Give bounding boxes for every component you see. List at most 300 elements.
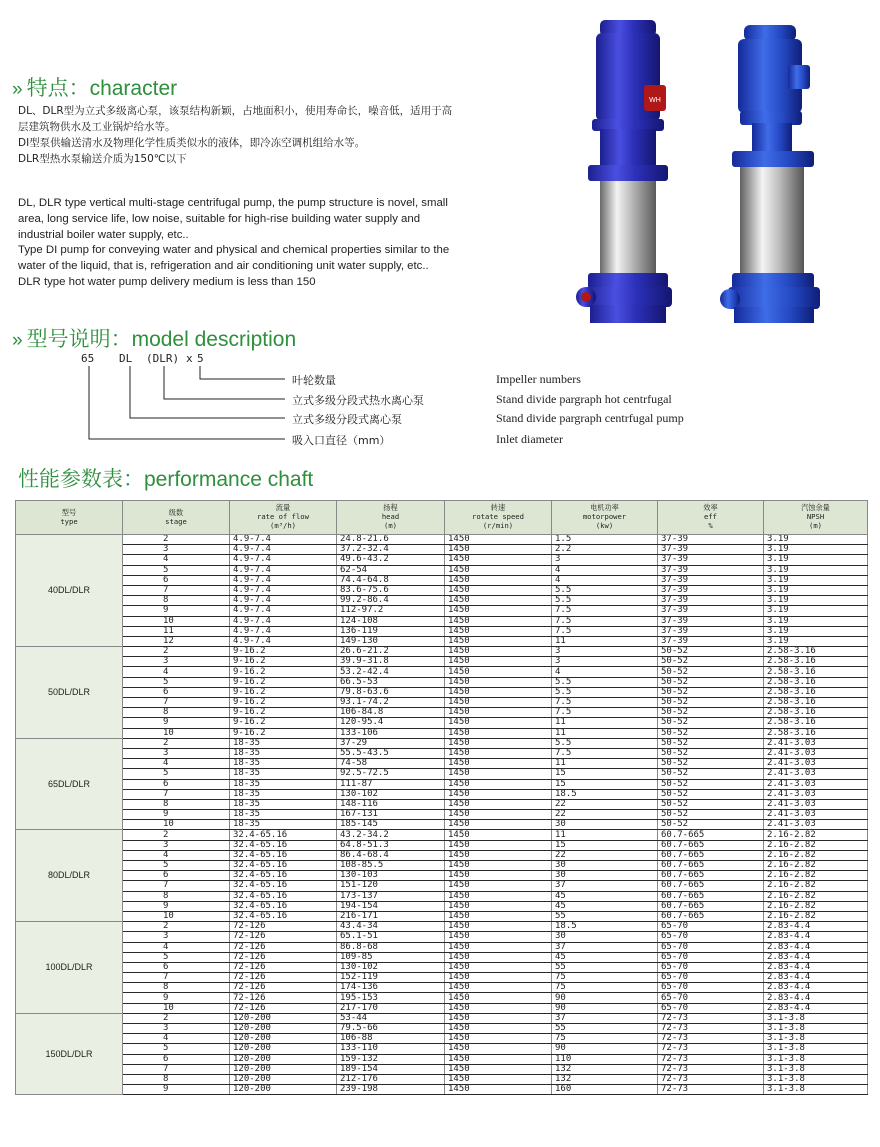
flow-cell: 9-16.2 — [230, 677, 337, 687]
speed-cell: 1450 — [445, 1013, 552, 1023]
head-cell: 106-88 — [337, 1034, 445, 1044]
eff-cell: 50-52 — [658, 718, 764, 728]
table-row — [16, 1074, 868, 1084]
speed-cell: 1450 — [445, 973, 552, 983]
speed-cell: 1450 — [445, 667, 552, 677]
head-cell: 37-29 — [337, 738, 445, 748]
stage-cell: 7 — [123, 973, 230, 983]
power-cell: 18.5 — [552, 789, 658, 799]
npsh-cell: 3.19 — [764, 616, 868, 626]
model-item-cn: 立式多级分段式离心泵 — [292, 413, 402, 426]
header-eff: 效率 eff % — [658, 501, 764, 535]
stage-cell: 9 — [123, 1085, 230, 1095]
flow-cell: 32.4-65.16 — [230, 850, 337, 860]
eff-cell: 72-73 — [658, 1074, 764, 1084]
head-cell: 133-106 — [337, 728, 445, 738]
table-row — [16, 687, 868, 697]
character-en-line: DLR type hot water pump delivery medium is less than 150 — [18, 275, 316, 288]
eff-cell: 37-39 — [658, 565, 764, 575]
stage-cell: 4 — [123, 555, 230, 565]
speed-cell: 1450 — [445, 962, 552, 972]
npsh-cell: 2.83-4.4 — [764, 962, 868, 972]
head-cell: 86.8-68 — [337, 942, 445, 952]
power-cell: 22 — [552, 810, 658, 820]
table-row — [16, 1003, 868, 1013]
table-row — [16, 759, 868, 769]
character-heading-text: 特点：character — [26, 77, 178, 100]
table-row — [16, 718, 868, 728]
flow-cell: 4.9-7.4 — [230, 575, 337, 585]
table-row — [16, 901, 868, 911]
flow-cell: 72-126 — [230, 932, 337, 942]
flow-cell: 72-126 — [230, 1003, 337, 1013]
speed-cell: 1450 — [445, 748, 552, 758]
flow-cell: 4.9-7.4 — [230, 616, 337, 626]
table-row — [16, 881, 868, 891]
stage-cell: 3 — [123, 545, 230, 555]
head-cell: 93.1-74.2 — [337, 698, 445, 708]
npsh-cell: 2.41-3.03 — [764, 799, 868, 809]
power-cell: 15 — [552, 840, 658, 850]
power-cell: 3 — [552, 555, 658, 565]
speed-cell: 1450 — [445, 769, 552, 779]
header-head: 扬程 head (m) — [337, 501, 445, 535]
npsh-cell: 2.83-4.4 — [764, 993, 868, 1003]
flow-cell: 18-35 — [230, 769, 337, 779]
head-cell: 109-85 — [337, 952, 445, 962]
power-cell: 1.5 — [552, 535, 658, 545]
speed-cell: 1450 — [445, 1024, 552, 1034]
header-type: 型号 type — [16, 501, 123, 535]
flow-cell: 9-16.2 — [230, 728, 337, 738]
header-power: 电机功率 motorpower (kw) — [552, 501, 658, 535]
speed-cell: 1450 — [445, 942, 552, 952]
npsh-cell: 2.16-2.82 — [764, 911, 868, 921]
eff-cell: 60.7-665 — [658, 911, 764, 921]
npsh-cell: 3.1-3.8 — [764, 1024, 868, 1034]
eff-cell: 50-52 — [658, 779, 764, 789]
flow-cell: 18-35 — [230, 748, 337, 758]
speed-cell: 1450 — [445, 891, 552, 901]
table-row — [16, 1044, 868, 1054]
flow-cell: 4.9-7.4 — [230, 545, 337, 555]
speed-cell: 1450 — [445, 1085, 552, 1095]
npsh-cell: 2.16-2.82 — [764, 830, 868, 840]
table-row — [16, 545, 868, 555]
flow-cell: 72-126 — [230, 973, 337, 983]
npsh-cell: 2.41-3.03 — [764, 779, 868, 789]
table-row — [16, 962, 868, 972]
eff-cell: 50-52 — [658, 708, 764, 718]
flow-cell: 4.9-7.4 — [230, 596, 337, 606]
power-cell: 45 — [552, 891, 658, 901]
eff-cell: 50-52 — [658, 647, 764, 657]
table-row — [16, 830, 868, 840]
npsh-cell: 2.16-2.82 — [764, 850, 868, 860]
power-cell: 5.5 — [552, 585, 658, 595]
npsh-cell: 2.41-3.03 — [764, 769, 868, 779]
power-cell: 37 — [552, 942, 658, 952]
npsh-cell: 2.16-2.82 — [764, 871, 868, 881]
table-row — [16, 728, 868, 738]
table-row — [16, 1064, 868, 1074]
stage-cell: 8 — [123, 891, 230, 901]
stage-cell: 10 — [123, 728, 230, 738]
head-cell: 79.5-66 — [337, 1024, 445, 1034]
npsh-cell: 2.41-3.03 — [764, 738, 868, 748]
stage-cell: 10 — [123, 616, 230, 626]
npsh-cell: 2.41-3.03 — [764, 810, 868, 820]
flow-cell: 4.9-7.4 — [230, 585, 337, 595]
npsh-cell: 2.83-4.4 — [764, 922, 868, 932]
character-cn-line: DL、DLR型为立式多级离心泵，该泵结构新颖，占地面积小，使用寿命长，噪音低，适用于高层建筑物供水及工业锅炉给水等。 — [18, 105, 453, 133]
power-cell: 3 — [552, 647, 658, 657]
eff-cell: 37-39 — [658, 545, 764, 555]
speed-cell: 1450 — [445, 657, 552, 667]
character-en-line: DL, DLR type vertical multi-stage centrifugal pump, the pump structure is novel, small area, long service life, low noise, suitable for high-rise building water supply and industrial boiler water supply, etc.. — [18, 197, 448, 241]
character-cn-line: DI型泵供输送清水及物理化学性质类似水的液体，即冷冻空调机组给水等。 — [18, 137, 366, 149]
npsh-cell: 2.16-2.82 — [764, 881, 868, 891]
table-row — [16, 911, 868, 921]
head-cell: 149-130 — [337, 636, 445, 646]
npsh-cell: 3.1-3.8 — [764, 1013, 868, 1023]
table-row — [16, 850, 868, 860]
head-cell: 148-116 — [337, 799, 445, 809]
model-code-part: DL — [119, 352, 133, 365]
npsh-cell: 3.19 — [764, 565, 868, 575]
table-row — [16, 922, 868, 932]
head-cell: 43.2-34.2 — [337, 830, 445, 840]
speed-cell: 1450 — [445, 738, 552, 748]
eff-cell: 65-70 — [658, 973, 764, 983]
table-row — [16, 820, 868, 830]
flow-cell: 120-200 — [230, 1034, 337, 1044]
stage-cell: 9 — [123, 810, 230, 820]
stage-cell: 6 — [123, 779, 230, 789]
speed-cell: 1450 — [445, 789, 552, 799]
performance-heading: 性能参数表：performance chaft — [18, 468, 314, 491]
flow-cell: 4.9-7.4 — [230, 636, 337, 646]
flow-cell: 72-126 — [230, 962, 337, 972]
stage-cell: 6 — [123, 1054, 230, 1064]
model-code-part: (DLR) — [146, 352, 180, 365]
speed-cell: 1450 — [445, 993, 552, 1003]
power-cell: 30 — [552, 932, 658, 942]
character-en-line: Type DI pump for conveying water and physical and chemical properties similar to the water of the liquid, that is, refrigeration and air conditioning unit water supply, etc.. — [18, 244, 450, 273]
speed-cell: 1450 — [445, 820, 552, 830]
flow-cell: 32.4-65.16 — [230, 901, 337, 911]
speed-cell: 1450 — [445, 1054, 552, 1064]
power-cell: 4 — [552, 575, 658, 585]
speed-cell: 1450 — [445, 718, 552, 728]
model-cell: 50DL/DLR — [16, 647, 123, 739]
eff-cell: 50-52 — [658, 748, 764, 758]
power-cell: 4 — [552, 565, 658, 575]
flow-cell: 72-126 — [230, 952, 337, 962]
double-chevron-icon: » — [12, 330, 23, 351]
model-cell: 65DL/DLR — [16, 738, 123, 830]
npsh-cell: 2.83-4.4 — [764, 942, 868, 952]
flow-cell: 9-16.2 — [230, 657, 337, 667]
double-chevron-icon: » — [12, 79, 23, 100]
eff-cell: 50-52 — [658, 657, 764, 667]
speed-cell: 1450 — [445, 810, 552, 820]
power-cell: 110 — [552, 1054, 658, 1064]
character-cn-line: DLR型热水泵输送介质为150℃以下 — [18, 153, 187, 165]
speed-cell: 1450 — [445, 1044, 552, 1054]
head-cell: 24.8-21.6 — [337, 535, 445, 545]
table-row — [16, 952, 868, 962]
npsh-cell: 2.58-3.16 — [764, 687, 868, 697]
eff-cell: 65-70 — [658, 932, 764, 942]
table-row — [16, 606, 868, 616]
npsh-cell: 2.58-3.16 — [764, 677, 868, 687]
eff-cell: 50-52 — [658, 667, 764, 677]
eff-cell: 60.7-665 — [658, 840, 764, 850]
npsh-cell: 3.19 — [764, 626, 868, 636]
power-cell: 7.5 — [552, 708, 658, 718]
speed-cell: 1450 — [445, 555, 552, 565]
speed-cell: 1450 — [445, 728, 552, 738]
speed-cell: 1450 — [445, 952, 552, 962]
eff-cell: 60.7-665 — [658, 861, 764, 871]
power-cell: 7.5 — [552, 616, 658, 626]
model-cell: 150DL/DLR — [16, 1013, 123, 1095]
flow-cell: 4.9-7.4 — [230, 555, 337, 565]
table-row — [16, 1013, 868, 1023]
stage-cell: 7 — [123, 1064, 230, 1074]
head-cell: 112-97.2 — [337, 606, 445, 616]
stage-cell: 5 — [123, 565, 230, 575]
speed-cell: 1450 — [445, 932, 552, 942]
flow-cell: 120-200 — [230, 1085, 337, 1095]
table-row — [16, 657, 868, 667]
stage-cell: 6 — [123, 962, 230, 972]
power-cell: 55 — [552, 1024, 658, 1034]
speed-cell: 1450 — [445, 636, 552, 646]
flow-cell: 72-126 — [230, 942, 337, 952]
power-cell: 5.5 — [552, 687, 658, 697]
model-heading-text: 型号说明：model description — [26, 328, 297, 351]
power-cell: 75 — [552, 973, 658, 983]
eff-cell: 37-39 — [658, 575, 764, 585]
head-cell: 62-54 — [337, 565, 445, 575]
model-cell: 80DL/DLR — [16, 830, 123, 922]
head-cell: 194-154 — [337, 901, 445, 911]
head-cell: 212-176 — [337, 1074, 445, 1084]
flow-cell: 18-35 — [230, 779, 337, 789]
stage-cell: 11 — [123, 626, 230, 636]
npsh-cell: 2.16-2.82 — [764, 901, 868, 911]
head-cell: 189-154 — [337, 1064, 445, 1074]
stage-cell: 8 — [123, 799, 230, 809]
npsh-cell: 2.41-3.03 — [764, 820, 868, 830]
power-cell: 37 — [552, 881, 658, 891]
stage-cell: 3 — [123, 932, 230, 942]
performance-table — [15, 500, 868, 1095]
flow-cell: 18-35 — [230, 759, 337, 769]
stage-cell: 8 — [123, 596, 230, 606]
stage-cell: 2 — [123, 647, 230, 657]
flow-cell: 4.9-7.4 — [230, 565, 337, 575]
eff-cell: 37-39 — [658, 606, 764, 616]
head-cell: 152-119 — [337, 973, 445, 983]
table-row — [16, 799, 868, 809]
npsh-cell: 3.1-3.8 — [764, 1085, 868, 1095]
table-row — [16, 769, 868, 779]
npsh-cell: 3.1-3.8 — [764, 1054, 868, 1064]
flow-cell: 9-16.2 — [230, 687, 337, 697]
stage-cell: 7 — [123, 881, 230, 891]
head-cell: 65.1-51 — [337, 932, 445, 942]
power-cell: 7.5 — [552, 626, 658, 636]
power-cell: 22 — [552, 799, 658, 809]
flow-cell: 32.4-65.16 — [230, 871, 337, 881]
stage-cell: 3 — [123, 1024, 230, 1034]
head-cell: 130-102 — [337, 789, 445, 799]
head-cell: 159-132 — [337, 1054, 445, 1064]
power-cell: 160 — [552, 1085, 658, 1095]
head-cell: 26.6-21.2 — [337, 647, 445, 657]
model-item-en: Stand divide pargraph centrfugal pump — [496, 411, 684, 425]
power-cell: 11 — [552, 759, 658, 769]
head-cell: 108-85.5 — [337, 861, 445, 871]
head-cell: 55.5-43.5 — [337, 748, 445, 758]
power-cell: 132 — [552, 1074, 658, 1084]
power-cell: 45 — [552, 901, 658, 911]
header-npsh: 汽蚀余量 NPSH (m) — [764, 501, 868, 535]
table-row — [16, 698, 868, 708]
npsh-cell: 2.58-3.16 — [764, 728, 868, 738]
power-cell: 7.5 — [552, 698, 658, 708]
stage-cell: 7 — [123, 789, 230, 799]
speed-cell: 1450 — [445, 1074, 552, 1084]
speed-cell: 1450 — [445, 545, 552, 555]
stage-cell: 5 — [123, 677, 230, 687]
head-cell: 92.5-72.5 — [337, 769, 445, 779]
power-cell: 90 — [552, 993, 658, 1003]
speed-cell: 1450 — [445, 698, 552, 708]
flow-cell: 18-35 — [230, 789, 337, 799]
head-cell: 239-198 — [337, 1085, 445, 1095]
eff-cell: 50-52 — [658, 789, 764, 799]
table-row — [16, 942, 868, 952]
power-cell: 11 — [552, 636, 658, 646]
head-cell: 53-44 — [337, 1013, 445, 1023]
stage-cell: 5 — [123, 952, 230, 962]
head-cell: 216-171 — [337, 911, 445, 921]
table-row — [16, 555, 868, 565]
speed-cell: 1450 — [445, 983, 552, 993]
head-cell: 64.8-51.3 — [337, 840, 445, 850]
npsh-cell: 2.58-3.16 — [764, 647, 868, 657]
power-cell: 5.5 — [552, 677, 658, 687]
speed-cell: 1450 — [445, 596, 552, 606]
power-cell: 5.5 — [552, 738, 658, 748]
power-cell: 15 — [552, 769, 658, 779]
eff-cell: 50-52 — [658, 738, 764, 748]
model-item-cn: 吸入口直径（mm） — [292, 434, 391, 447]
npsh-cell: 2.58-3.16 — [764, 708, 868, 718]
npsh-cell: 3.19 — [764, 585, 868, 595]
speed-cell: 1450 — [445, 861, 552, 871]
power-cell: 22 — [552, 850, 658, 860]
npsh-cell: 2.58-3.16 — [764, 698, 868, 708]
head-cell: 151-120 — [337, 881, 445, 891]
model-cell: 100DL/DLR — [16, 922, 123, 1014]
table-row — [16, 565, 868, 575]
npsh-cell: 2.41-3.03 — [764, 789, 868, 799]
table-row — [16, 810, 868, 820]
stage-cell: 2 — [123, 535, 230, 545]
power-cell: 11 — [552, 830, 658, 840]
speed-cell: 1450 — [445, 585, 552, 595]
eff-cell: 60.7-665 — [658, 901, 764, 911]
npsh-cell: 2.83-4.4 — [764, 1003, 868, 1013]
header-flow: 流量 rate of flow (m³/h) — [230, 501, 337, 535]
npsh-cell: 3.19 — [764, 535, 868, 545]
table-row — [16, 738, 868, 748]
table-row — [16, 840, 868, 850]
eff-cell: 37-39 — [658, 616, 764, 626]
power-cell: 3 — [552, 657, 658, 667]
npsh-cell: 2.58-3.16 — [764, 667, 868, 677]
eff-cell: 50-52 — [658, 728, 764, 738]
head-cell: 133-110 — [337, 1044, 445, 1054]
stage-cell: 8 — [123, 1074, 230, 1084]
flow-cell: 9-16.2 — [230, 698, 337, 708]
head-cell: 43.4-34 — [337, 922, 445, 932]
model-item-en: Stand divide pargraph hot centrfugal — [496, 392, 672, 406]
head-cell: 74-58 — [337, 759, 445, 769]
npsh-cell: 2.83-4.4 — [764, 932, 868, 942]
npsh-cell: 2.83-4.4 — [764, 983, 868, 993]
model-item-en: Impeller numbers — [496, 372, 581, 386]
npsh-cell: 3.19 — [764, 575, 868, 585]
stage-cell: 3 — [123, 657, 230, 667]
eff-cell: 50-52 — [658, 677, 764, 687]
power-cell: 30 — [552, 861, 658, 871]
speed-cell: 1450 — [445, 871, 552, 881]
power-cell: 30 — [552, 871, 658, 881]
head-cell: 37.2-32.4 — [337, 545, 445, 555]
flow-cell: 120-200 — [230, 1054, 337, 1064]
eff-cell: 37-39 — [658, 626, 764, 636]
eff-cell: 37-39 — [658, 636, 764, 646]
eff-cell: 60.7-665 — [658, 871, 764, 881]
flow-cell: 4.9-7.4 — [230, 606, 337, 616]
eff-cell: 72-73 — [658, 1064, 764, 1074]
npsh-cell: 2.41-3.03 — [764, 748, 868, 758]
pump-badge-text: WH — [649, 97, 661, 104]
table-row — [16, 973, 868, 983]
flow-cell: 32.4-65.16 — [230, 840, 337, 850]
stage-cell: 2 — [123, 922, 230, 932]
head-cell: 120-95.4 — [337, 718, 445, 728]
table-row — [16, 616, 868, 626]
head-cell: 66.5-53 — [337, 677, 445, 687]
flow-cell: 120-200 — [230, 1044, 337, 1054]
head-cell: 167-131 — [337, 810, 445, 820]
stage-cell: 5 — [123, 769, 230, 779]
stage-cell: 6 — [123, 687, 230, 697]
eff-cell: 60.7-665 — [658, 891, 764, 901]
speed-cell: 1450 — [445, 606, 552, 616]
stage-cell: 12 — [123, 636, 230, 646]
power-cell: 75 — [552, 1034, 658, 1044]
table-row — [16, 891, 868, 901]
eff-cell: 65-70 — [658, 942, 764, 952]
